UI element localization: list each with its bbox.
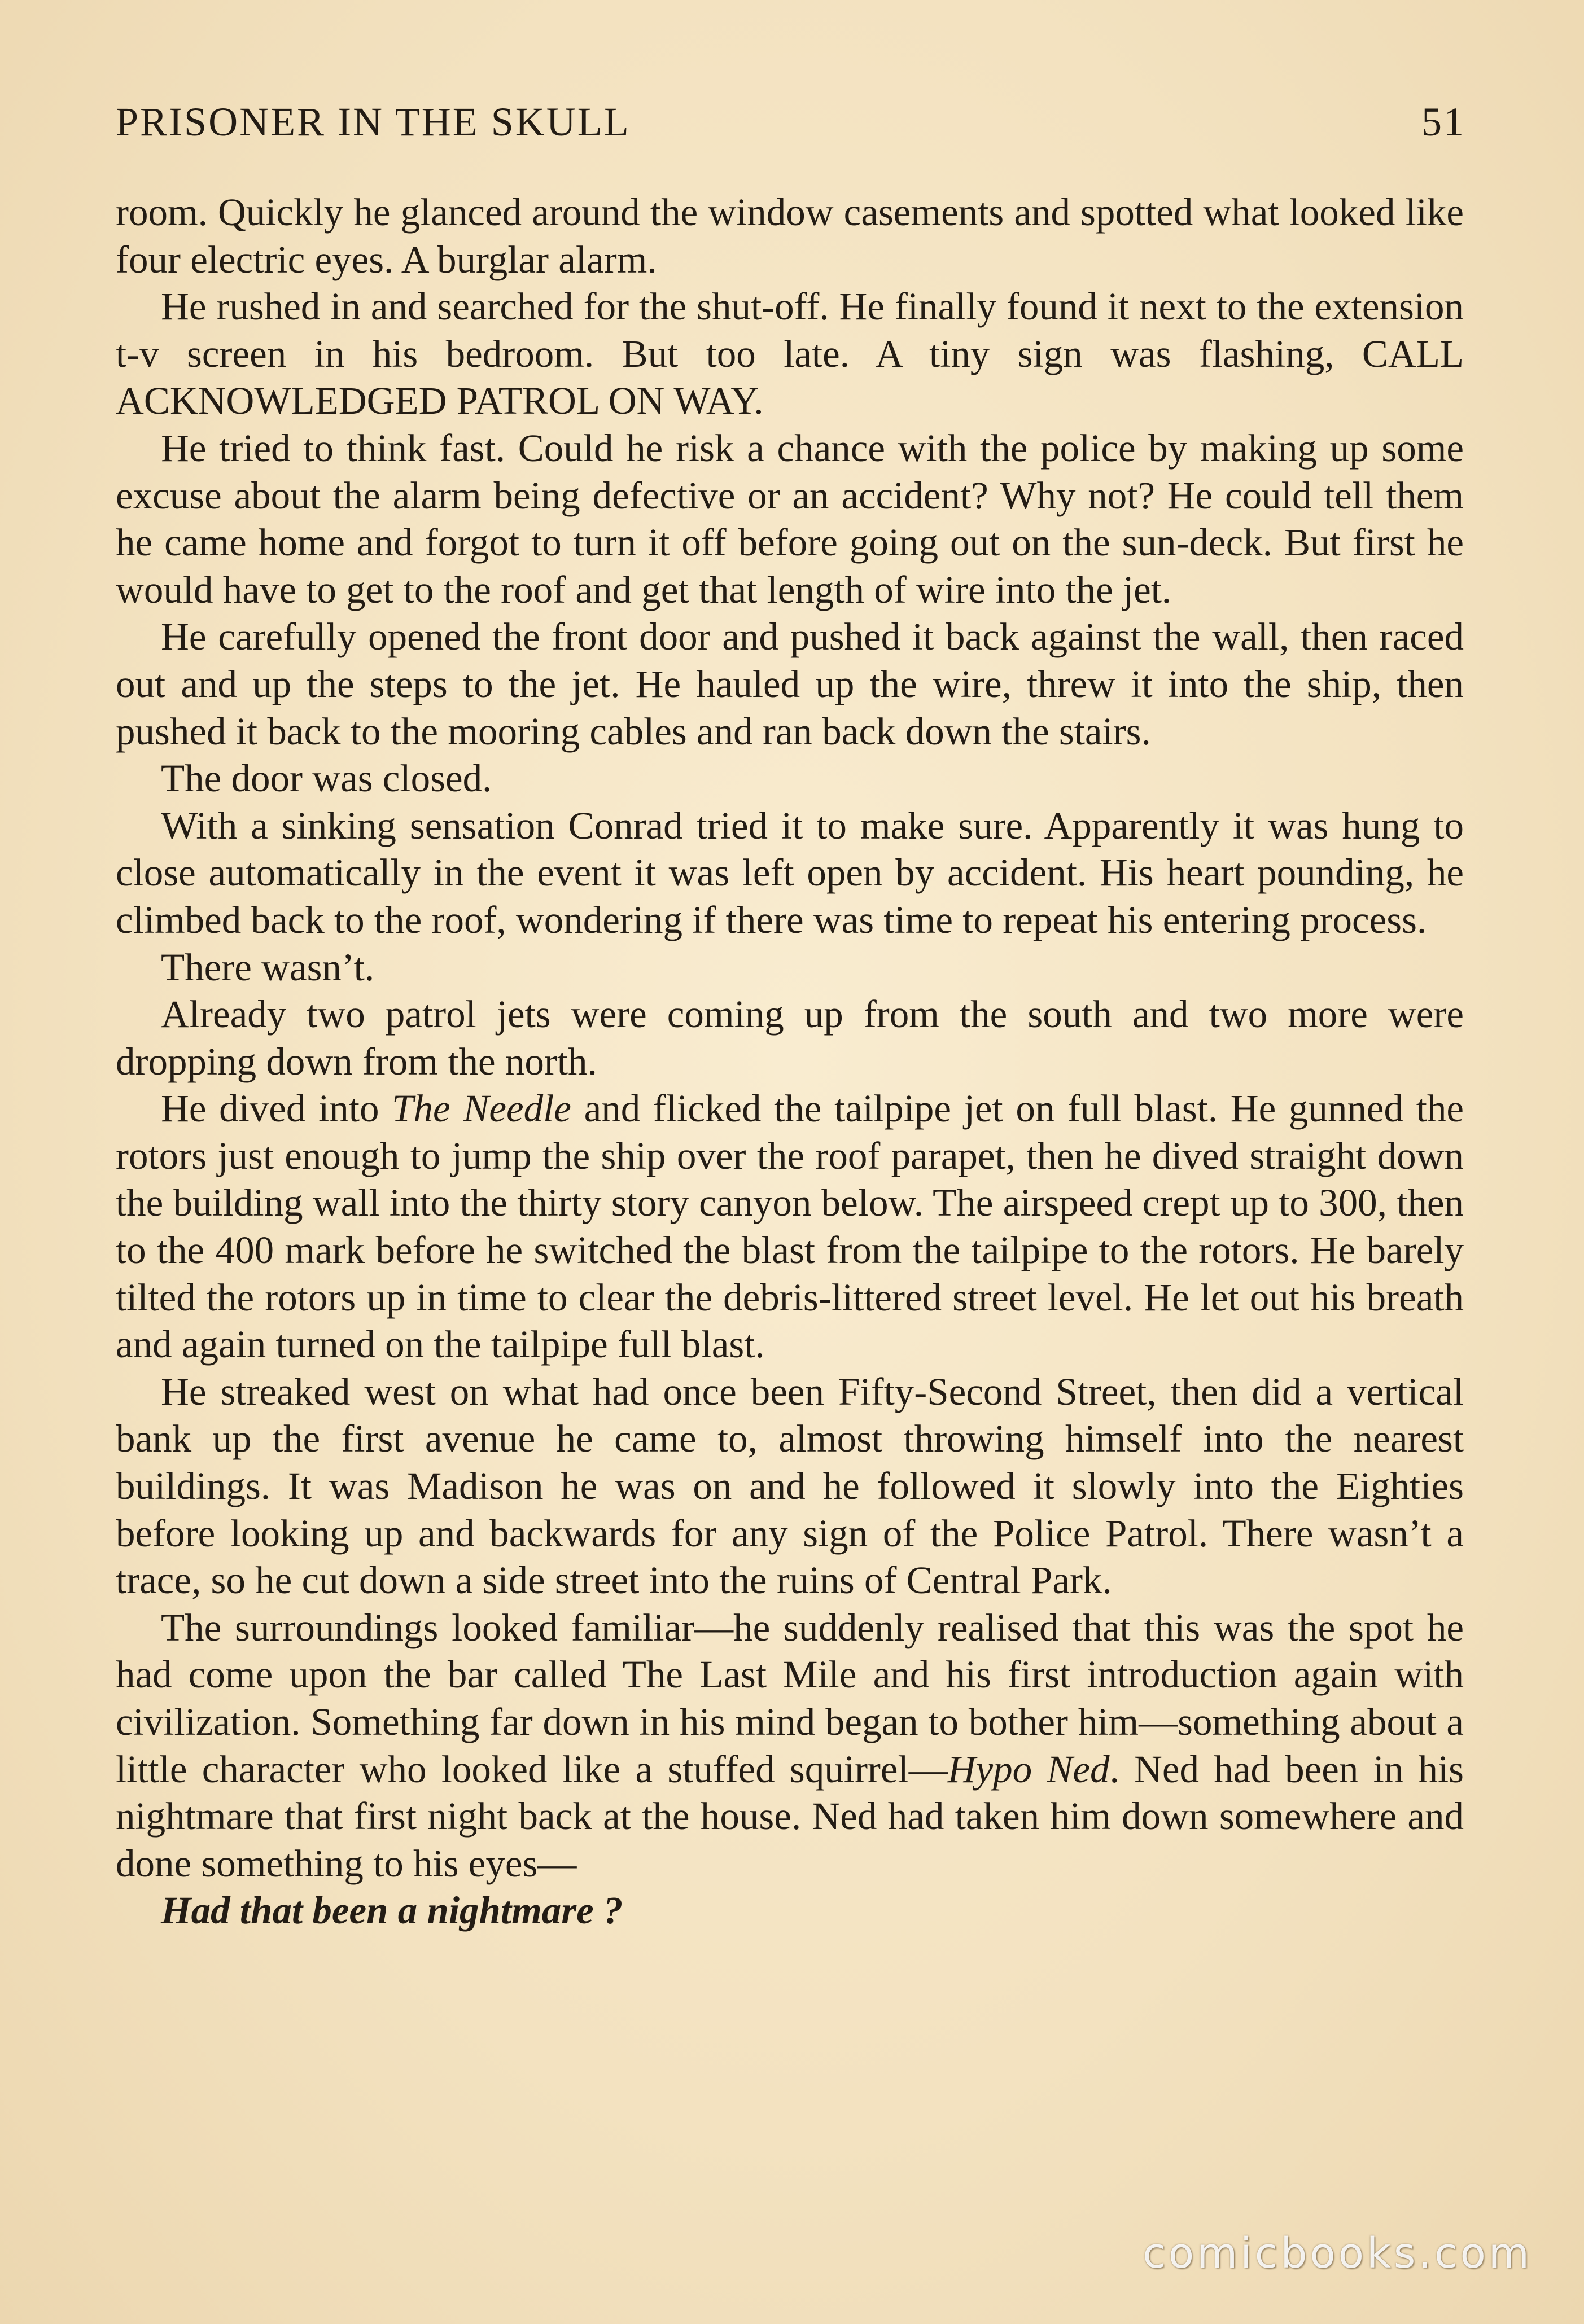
paragraph-text: . Ned had been in his nightmare that first night back at the house. Ned had taken him down somewhere and done something to his eyes— xyxy=(116,1747,1464,1885)
paragraph: He rushed in and searched for the shut-off. He finally found it next to the extension t-v screen in his bedroom. But too late. A tiny sign was flashing, CALL ACKNOWLEDGED PATROL ON WAY. xyxy=(116,285,1464,423)
paragraph: Already two patrol jets were coming up from the south and two more were dropping down from the north. xyxy=(116,993,1464,1083)
page-number: 51 xyxy=(1421,99,1465,144)
ship-name: The Needle xyxy=(392,1087,571,1130)
body-text xyxy=(116,189,1464,1935)
paragraph xyxy=(116,1085,1464,1369)
paragraph xyxy=(116,1604,1464,1888)
paragraph-text: He dived into xyxy=(161,1087,392,1130)
character-name: Hypo Ned xyxy=(947,1747,1110,1791)
chapter-title: PRISONER IN THE SKULL xyxy=(116,99,631,144)
paragraph: There wasn’t. xyxy=(161,945,375,989)
paragraph: room. Quickly he glanced around the window casements and spotted what looked like four electric eyes. A burglar alarm. xyxy=(116,191,1464,281)
site-watermark: comicbooks.com xyxy=(1143,2229,1532,2278)
paragraph: With a sinking sensation Conrad tried it to make sure. Apparently it was hung to close automatically in the event it was left open by accident. His heart pounding, he climbed back to the roof, wondering if there was time to repeat his entering process. xyxy=(116,804,1464,941)
paragraph-text: and flicked the tailpipe jet on full blast. He gunned the rotors just enough to jump the ship over the roof parapet, then he dived straight down the building wall into the thirty story canyon below. The airspeed crept up to 300, then to the 400 mark before he switched the blast from the tailpipe to the rotors. He barely tilted the rotors up in time to clear the debris-littered street level. He let out his breath and again turned on the tailpipe full blast. xyxy=(116,1087,1464,1366)
closing-question: Had that been a nightmare ? xyxy=(161,1889,623,1932)
paragraph-text: The surroundings looked familiar—he suddenly realised that this was the spot he had come upon the bar called The Last Mile and his first introduction again with civilization. Something far down in his mind began to bother him—something about a little character who looked like a stuffed squirrel— xyxy=(116,1606,1464,1791)
paragraph: He streaked west on what had once been Fifty-Second Street, then did a vertical bank up the first avenue he came to, almost throwing himself into the nearest buildings. It was Madison he was on and he followed it slowly into the Eighties before looking up and backwards for any sign of the Police Patrol. There wasn’t a trace, so he cut down a side street into the ruins of Central Park. xyxy=(116,1370,1464,1602)
paragraph: He tried to think fast. Could he risk a chance with the police by making up some excuse about the alarm being defective or an accident? Why not? He could tell them he came home and forgot to turn it off before going out on the sun-deck. But first he would have to get to the roof and get that length of wire into the jet. xyxy=(116,426,1464,611)
paragraph: The door was closed. xyxy=(161,757,492,800)
running-head xyxy=(116,99,1465,155)
paragraph: He carefully opened the front door and pushed it back against the wall, then raced out and up the steps to the jet. He hauled up the wire, threw it into the ship, then pushed it back to the mooring cables and ran back down the stairs. xyxy=(116,615,1464,753)
